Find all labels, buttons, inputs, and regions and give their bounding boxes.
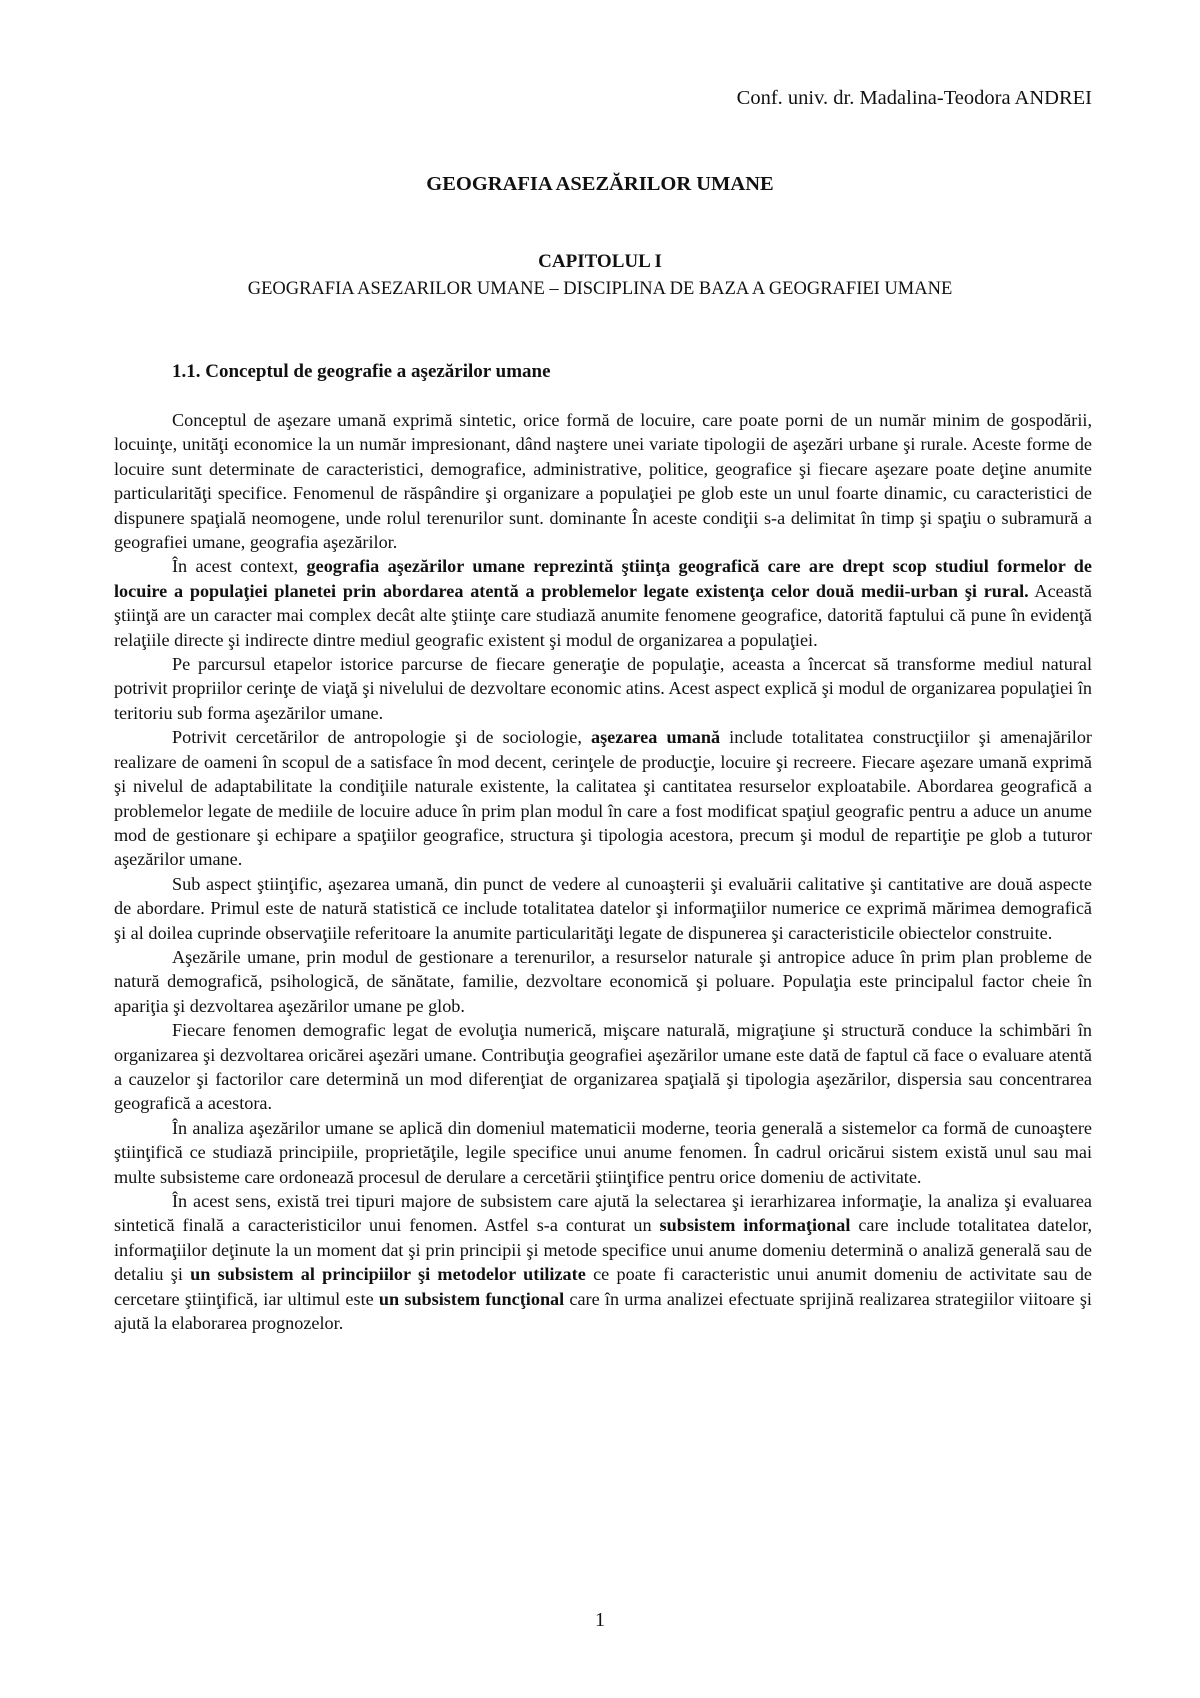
document-title: GEOGRAFIA ASEZĂRILOR UMANE xyxy=(426,173,774,195)
paragraph: Fiecare fenomen demografic legat de evoluţia numerică, mişcare naturală, migraţiune şi structură conduce la schimbări în organizarea şi dezvoltarea oricărei aşezări umane. Contribuţia geografiei aşezărilor umane este dată de faptul că face o evaluare atentă a cauzelor şi factorilor care determină un mod diferenţiat de organizarea spaţială şi tipologia aşezărilor, dispersia sau concentrarea geografică a acestora. xyxy=(114,1020,1092,1114)
paragraph-text: În acest context, xyxy=(172,556,307,577)
paragraph-text: Această ştiinţă are un caracter mai complex decât alte ştiinţe care studiază anumite fenomene geografice, datorită faptului că pune în evidenţă relaţiile directe şi indirecte dintre mediul geografic existent şi modul de organizarea a populaţiei. xyxy=(114,580,1092,650)
chapter-subtitle: GEOGRAFIA ASEZARILOR UMANE – DISCIPLINA DE BAZA A GEOGRAFIEI UMANE xyxy=(247,279,953,299)
term-bold-text: subsistem informaţional xyxy=(659,1215,851,1236)
author-header: Conf. univ. dr. Madalina-Teodora ANDREI xyxy=(736,87,1092,109)
paragraph-text: include totalitatea construcţiilor şi amenajărilor realizare de oameni în scopul de a satisface în mod decent, cerinţele de producţie, locuire şi recreere. Fiecare aşezare umană exprimă şi nivelul de adaptabilitate la condiţiile naturale existente, la calitatea şi cantitatea resurselor exploatabile. Abordarea geografică a problemelor legate de mediile de locuire aduce în prim plan modul în care a fost modificat spaţiul geografic pentru a aduce un anume mod de gestionare şi echipare a spaţiilor geografice, structura şi tipologia acestora, precum şi modul de repartiţie pe glob a tuturor aşezărilor umane. xyxy=(114,727,1092,870)
paragraph xyxy=(114,725,1092,871)
definition-bold-text: geografia aşezărilor umane reprezintă ştiinţa geografică care are drept scop studiul formelor de locuire a populaţiei planetei prin abordarea atentă a problemelor legate existenţa celor două medii-urban şi rural. xyxy=(114,556,1092,601)
paragraph: În analiza aşezărilor umane se aplică din domeniul matematicii moderne, teoria generală a sistemelor ca formă de cunoaştere ştiinţifică ce studiază principiile, proprietăţile, legile specifice unui anume fenomen. În cadrul oricărui sistem există unul sau mai multe subsisteme care ordonează procesul de derulare a cercetării ştiinţifice pentru orice domeniu de activitate. xyxy=(114,1117,1092,1187)
section-heading: 1.1. Conceptul de geografie a aşezărilor umane xyxy=(172,361,551,382)
term-bold-text: un subsistem al principiilor şi metodelor utilizate xyxy=(190,1264,586,1285)
paragraph-text: care include totalitatea datelor, informaţiilor deţinute la un moment dat şi prin principii şi metode specifice unui anume domeniu determină o analiză generală sau de detaliu şi xyxy=(114,1215,1092,1285)
term-bold-text: un subsistem funcţional xyxy=(378,1288,565,1309)
term-bold-text: aşezarea umană xyxy=(591,727,721,748)
body-text xyxy=(114,408,1092,1335)
paragraph-text: ce poate fi caracteristic unui anumit domeniu de activitate sau de cercetare ştiinţifică, iar ultimul este xyxy=(114,1264,1092,1309)
paragraph-text: Potrivit cercetărilor de antropologie şi de sociologie, xyxy=(172,727,592,748)
paragraph xyxy=(114,554,1092,652)
paragraph: Sub aspect ştiinţific, aşezarea umană, din punct de vedere al cunoaşterii şi evaluării calitative şi cantitative are două aspecte de abordare. Primul este de natură statistică ce include totalitatea datelor şi informaţiilor numerice ce exprimă mărimea demografică şi al doilea cuprinde observaţiile referitoare la anumite particularităţi legate de dispunerea şi caracteristicile obiectelor construite. xyxy=(114,873,1092,943)
paragraph-text: care în urma analizei efectuate sprijină realizarea strategiilor viitoare şi ajută la elaborarea prognozelor. xyxy=(114,1288,1092,1334)
paragraph: Conceptul de aşezare umană exprimă sintetic, orice formă de locuire, care poate porni de un număr minim de gospodării, locuinţe, unităţi economice la un număr impresionant, dând naştere unei variate tipologii de aşezări urbane şi rurale. Aceste forme de locuire sunt determinate de caracteristici, demografice, administrative, politice, geografice şi fiecare aşezare poate deţine anumite particularităţi specifice. Fenomenul de răspândire şi organizare a populaţiei pe glob este un unul foarte dinamic, cu caracteristici de dispunere spaţială neomogene, unde rolul terenurilor sunt. dominante În aceste condiţii s-a delimitat în timp şi spaţiu o subramură a geografiei umane, geografia aşezărilor. xyxy=(114,410,1092,553)
page-number: 1 xyxy=(595,1609,605,1631)
paragraph-text: În acest sens, există trei tipuri majore de subsistem care ajută la selectarea şi ierarhizarea informaţie, la analiza şi evaluarea sintetică finală a caracteristicilor unui fenomen. Astfel s-a conturat un xyxy=(114,1191,1092,1236)
paragraph xyxy=(114,1189,1092,1335)
chapter-label: CAPITOLUL I xyxy=(538,251,662,272)
paragraph: Pe parcursul etapelor istorice parcurse de fiecare generaţie de populaţie, aceasta a încercat să transforme mediul natural potrivit propriilor cerinţe de viaţă şi nivelului de dezvoltare economic atins. Acest aspect explică şi modul de organizarea populaţiei în teritoriu sub forma aşezărilor umane. xyxy=(114,654,1092,723)
paragraph: Aşezările umane, prin modul de gestionare a terenurilor, a resurselor naturale şi antropice aduce în prim plan probleme de natură demografică, psihologică, de sănătate, familie, dezvoltare economică şi poluare. Populaţia este principalul factor cheie în apariţia şi dezvoltarea aşezărilor umane pe glob. xyxy=(114,946,1092,1016)
